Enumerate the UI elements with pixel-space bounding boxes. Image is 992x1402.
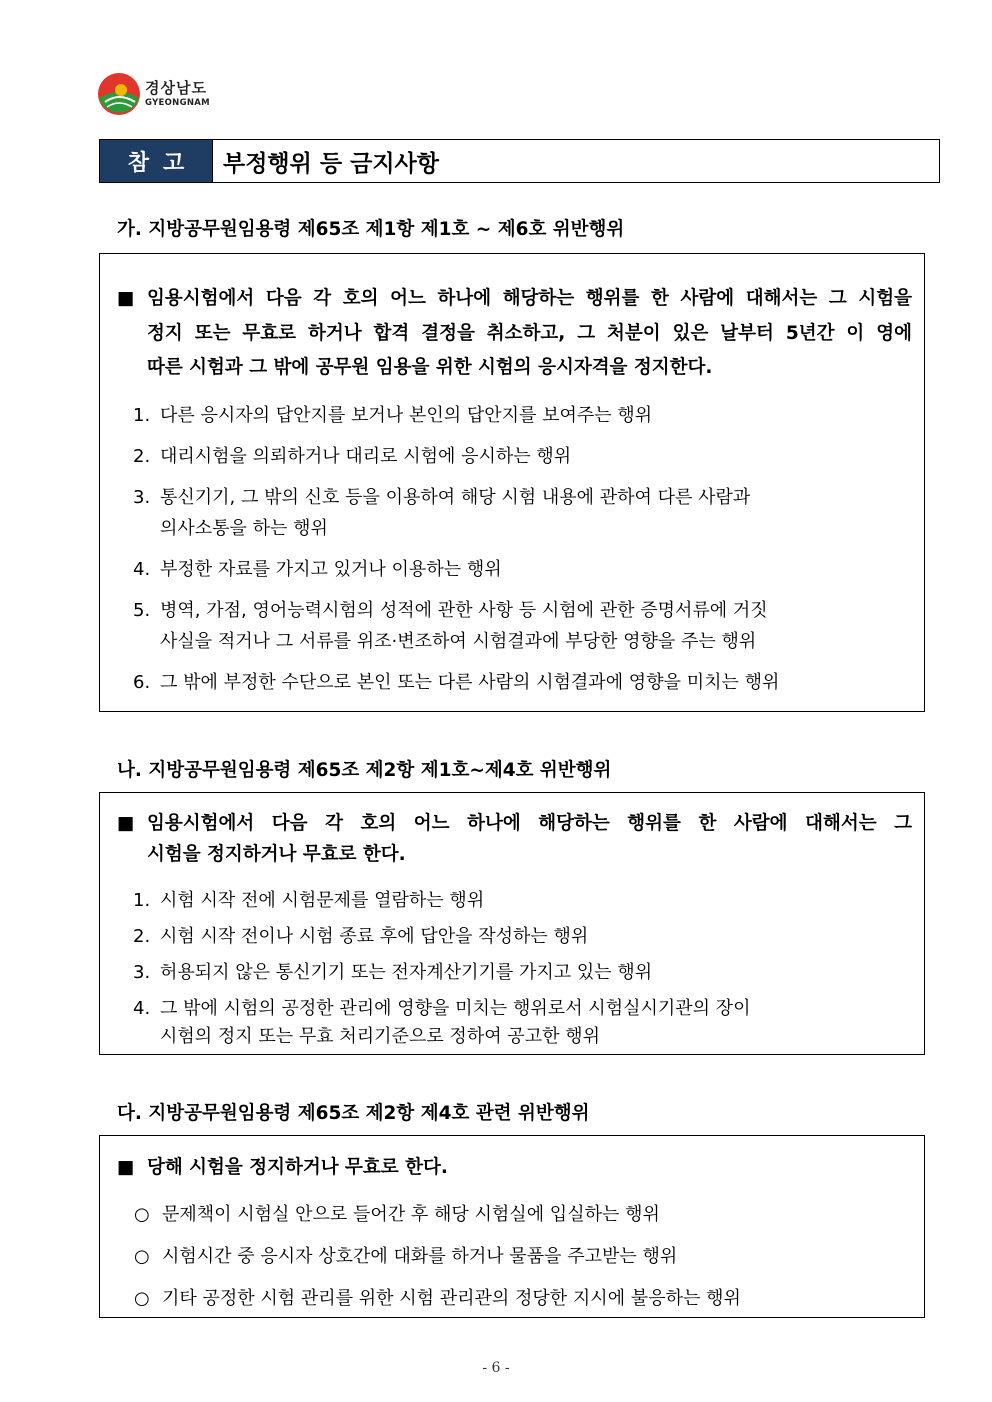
list-item: 5. 병역, 가점, 영어능력시험의 성적에 관한 사항 등 시험에 관한 증명서류에 거짓	[133, 600, 768, 621]
list-item: 1. 다른 응시자의 답안지를 보거나 본인의 답안지를 보여주는 행위	[133, 405, 653, 426]
logo-english-text: GYEONGNAM	[145, 98, 210, 108]
section-heading-da: 다. 지방공무원임용령 제65조 제2항 제4호 관련 위반행위	[117, 1103, 590, 1124]
section-heading-ga: 가. 지방공무원임용령 제65조 제1항 제1호 ~ 제6호 위반행위	[117, 219, 625, 240]
circle-bullet-icon: ○	[134, 1204, 150, 1225]
item-text: 병역, 가점, 영어능력시험의 성적에 관한 사항 등 시험에 관한 증명서류에 거짓	[160, 600, 768, 621]
item-text: 허용되지 않은 통신기기 또는 전자계산기기를 가지고 있는 행위	[160, 962, 653, 983]
square-bullet-icon: ■	[117, 1157, 135, 1178]
title-bar	[99, 139, 940, 183]
item-continuation: 사실을 적거나 그 서류를 위조·변조하여 시험결과에 부당한 영향을 주는 행위	[160, 631, 757, 652]
lead-line: 정지 또는 무효로 하거나 합격 결정을 취소하고, 그 처분이 있은 날부터 5년간 이 영에	[147, 322, 913, 344]
lead-line: 임용시험에서 다음 각 호의 어느 하나에 해당하는 행위를 한 사람에 대해서는 그 시험을	[147, 288, 912, 309]
list-item: 4. 그 밖에 시험의 공정한 관리에 영향을 미치는 행위로서 시험실시기관의 장이	[133, 998, 751, 1019]
item-text: 다른 응시자의 답안지를 보거나 본인의 답안지를 보여주는 행위	[160, 405, 653, 426]
list-item: 2. 대리시험을 의뢰하거나 대리로 시험에 응시하는 행위	[133, 446, 572, 467]
list-item: 3. 허용되지 않은 통신기기 또는 전자계산기기를 가지고 있는 행위	[133, 962, 653, 983]
list-item: 1. 시험 시작 전에 시험문제를 열람하는 행위	[133, 890, 485, 911]
section-lead	[117, 1153, 912, 1183]
lead-line: 당해 시험을 정지하거나 무효로 한다.	[147, 1157, 448, 1178]
item-text: 대리시험을 의뢰하거나 대리로 시험에 응시하는 행위	[160, 446, 572, 467]
item-text: 통신기기, 그 밖의 신호 등을 이용하여 해당 시험 내용에 관하여 다른 사람과	[160, 487, 751, 508]
item-text: 부정한 자료를 가지고 있거나 이용하는 행위	[160, 559, 502, 580]
gyeongnam-emblem-icon	[97, 72, 141, 116]
section-heading-na: 나. 지방공무원임용령 제65조 제2항 제1호~제4호 위반행위	[117, 760, 612, 781]
list-item	[134, 1242, 677, 1268]
list-item	[134, 1200, 660, 1226]
logo-korean-text: 경상남도	[145, 79, 207, 97]
lead-line: 시험을 정지하거나 무효로 한다.	[147, 844, 406, 865]
section-lead	[117, 282, 912, 386]
item-text: 그 밖에 시험의 공정한 관리에 영향을 미치는 행위로서 시험실시기관의 장이	[160, 998, 751, 1019]
item-text: 기타 공정한 시험 관리를 위한 시험 관리관의 정당한 지시에 불응하는 행위	[162, 1288, 741, 1309]
circle-bullet-icon: ○	[134, 1288, 150, 1309]
section-box-da	[99, 1135, 925, 1318]
list-item: 6. 그 밖에 부정한 수단으로 본인 또는 다른 사람의 시험결과에 영향을 미치는 행위	[133, 672, 780, 693]
item-text: 시험시간 중 응시자 상호간에 대화를 하거나 물품을 주고받는 행위	[162, 1246, 678, 1267]
square-bullet-icon: ■	[117, 813, 135, 834]
item-text: 그 밖에 부정한 수단으로 본인 또는 다른 사람의 시험결과에 영향을 미치는 행위	[160, 672, 780, 693]
lead-line: 임용시험에서 다음 각 호의 어느 하나에 해당하는 행위를 한 사람에 대해서는 그	[147, 813, 912, 834]
item-text: 문제책이 시험실 안으로 들어간 후 해당 시험실에 입실하는 행위	[162, 1204, 660, 1225]
item-continuation: 의사소통을 하는 행위	[160, 518, 328, 539]
page-number: - 6 -	[482, 1360, 510, 1376]
square-bullet-icon: ■	[117, 288, 135, 309]
section-box-ga	[99, 253, 925, 712]
list-item	[134, 1284, 741, 1310]
lead-line: 따른 시험과 그 밖에 공무원 임용을 위한 시험의 응시자격을 정지한다.	[147, 357, 713, 378]
item-text: 시험 시작 전이나 시험 종료 후에 답안을 작성하는 행위	[160, 926, 589, 947]
gyeongnam-logo	[97, 72, 227, 120]
item-text: 시험 시작 전에 시험문제를 열람하는 행위	[160, 890, 485, 911]
list-item: 2. 시험 시작 전이나 시험 종료 후에 답안을 작성하는 행위	[133, 926, 589, 947]
circle-bullet-icon: ○	[134, 1246, 150, 1267]
list-item: 4. 부정한 자료를 가지고 있거나 이용하는 행위	[133, 559, 502, 580]
section-box-na	[99, 792, 925, 1055]
section-lead	[117, 808, 912, 870]
item-continuation: 시험의 정지 또는 무효 처리기준으로 정하여 공고한 행위	[160, 1026, 600, 1047]
page-title: 부정행위 등 금지사항	[223, 150, 439, 177]
title-tag: 참고	[100, 140, 213, 182]
list-item: 3. 통신기기, 그 밖의 신호 등을 이용하여 해당 시험 내용에 관하여 다른 사람과	[133, 487, 751, 508]
